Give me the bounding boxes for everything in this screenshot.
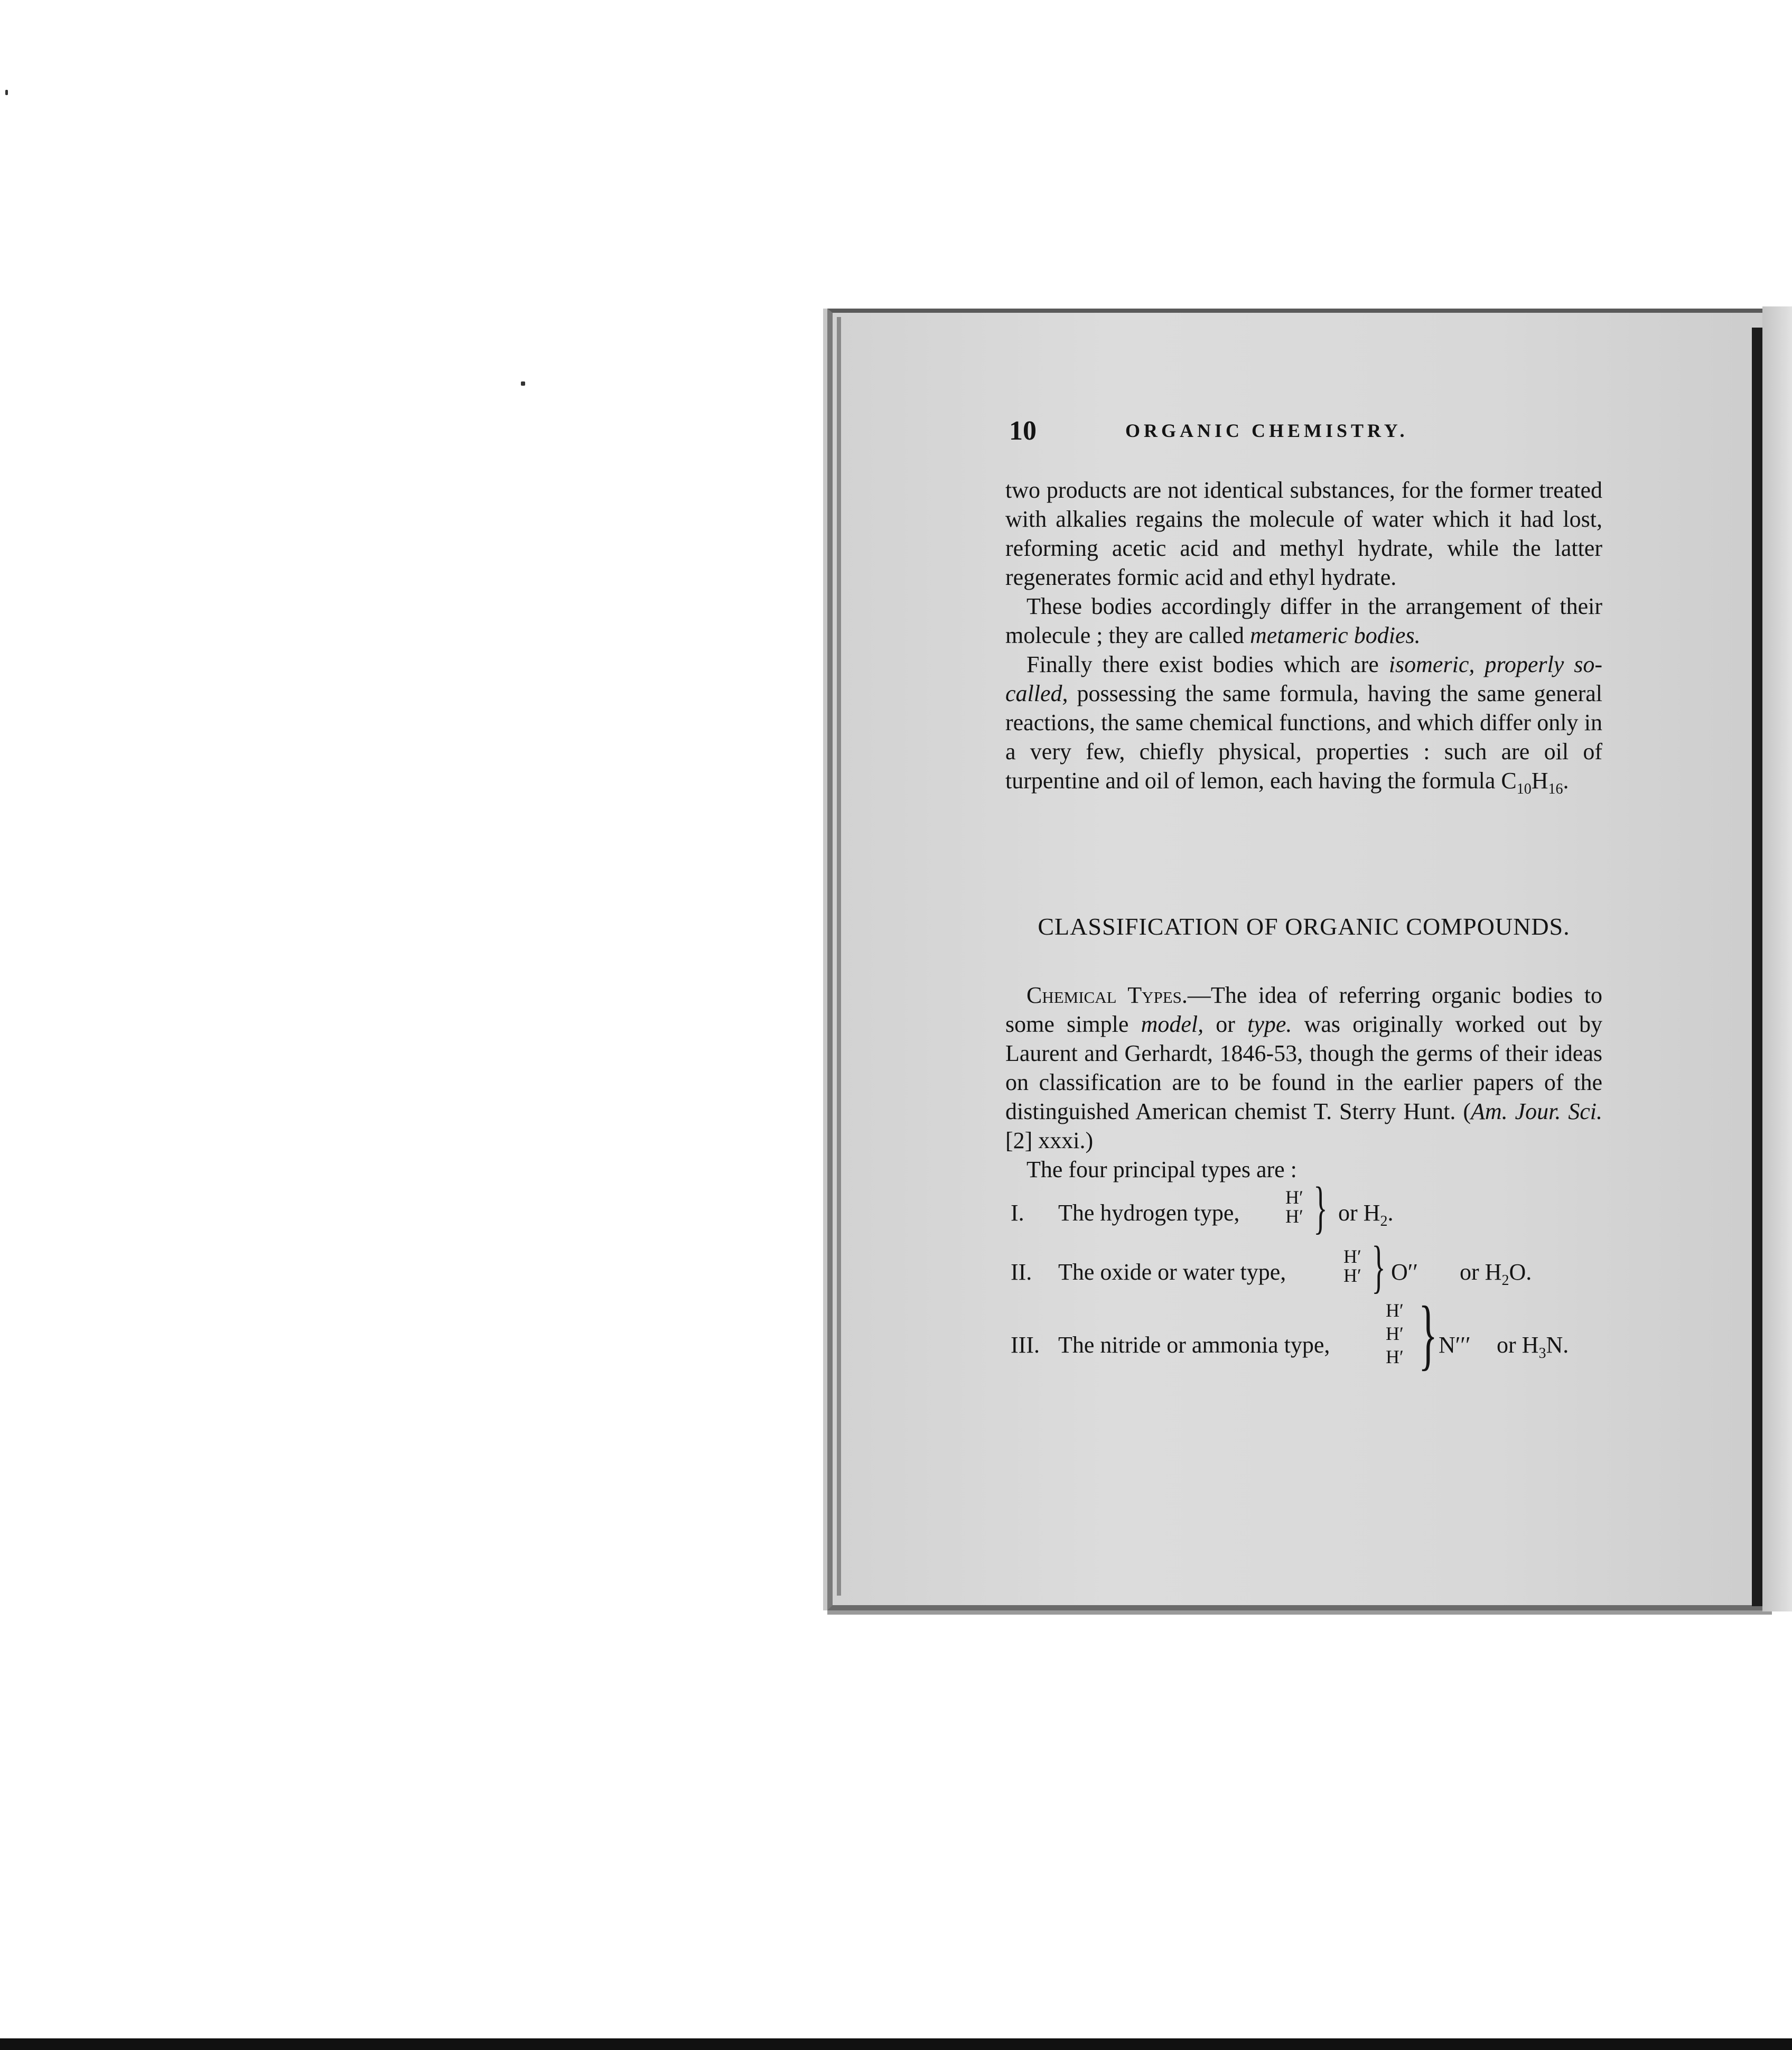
body-text xyxy=(1005,476,1602,804)
type-numeral: I. xyxy=(1011,1200,1024,1226)
type-item xyxy=(1005,1290,1602,1395)
suffix-sub: 3 xyxy=(1538,1345,1546,1362)
paragraph-4-text-c: was originally worked out by Laurent and Gerhardt, 1846-53, though the germs of their ideas on classification are to be found in the earlier papers of the distinguished American chemist T. Sterry Hunt. ( xyxy=(1005,1011,1602,1124)
brace-glyph: } xyxy=(1313,1175,1328,1240)
formula-subscript-c: 10 xyxy=(1516,780,1532,797)
suffix-pre: or H xyxy=(1338,1200,1380,1226)
paragraph-4-text-d: [2] xxxi.) xyxy=(1005,1128,1094,1153)
paragraph-4-text-a: —The idea of referring organic bodies to some simple xyxy=(1005,982,1602,1037)
paragraph-2-emphasis: metameric bodies. xyxy=(1250,622,1421,648)
type-label: The hydrogen type, xyxy=(1058,1200,1240,1226)
atom-top: H′ xyxy=(1285,1187,1303,1208)
paragraph-3-emphasis: isomeric, properly so-called, xyxy=(1005,651,1603,706)
paragraph-2-text: These bodies accordingly differ in the arrangement of their molecule ; they are called xyxy=(1005,593,1602,648)
paragraph-3-end: . xyxy=(1563,768,1569,794)
scan-speck xyxy=(5,90,8,95)
paragraph-2 xyxy=(1005,592,1602,650)
brace-glyph: } xyxy=(1371,1234,1386,1299)
paragraph-3-rest: possessing the same formula, having the same general reactions, the same chemical functions, and which differ only in a very few, chiefly physical, properties : such are oil of turpentine and oil of lemon, each having the formula C xyxy=(1005,681,1602,794)
paragraph-5: The four principal types are : xyxy=(1026,1157,1297,1182)
type-suffix xyxy=(1497,1331,1569,1362)
suffix-sub: 2 xyxy=(1380,1213,1388,1229)
atom-middle: H′ xyxy=(1386,1323,1404,1344)
atom-bottom: H′ xyxy=(1343,1265,1361,1286)
paragraph-4-citation: Am. Jour. Sci. xyxy=(1471,1098,1602,1124)
paragraph-4-emphasis-type: type. xyxy=(1247,1011,1292,1037)
paragraph-4 xyxy=(1005,981,1602,1155)
atom-bottom: H′ xyxy=(1386,1346,1404,1367)
atom-top: H′ xyxy=(1386,1300,1404,1321)
type-center: O′′ xyxy=(1391,1259,1418,1285)
section-body xyxy=(1005,981,1602,1184)
type-numeral: III. xyxy=(1011,1332,1040,1358)
formula-h: H xyxy=(1531,768,1548,794)
scan-border xyxy=(0,2038,1792,2050)
suffix-post: N. xyxy=(1546,1332,1569,1358)
atom-stack xyxy=(1386,1299,1404,1368)
paragraph-4-emphasis-model: model, xyxy=(1141,1011,1204,1037)
paragraph-4-lead: Chemical Types. xyxy=(1026,982,1188,1008)
suffix-pre: or H xyxy=(1497,1332,1539,1358)
suffix-post: . xyxy=(1387,1200,1394,1226)
section-heading: CLASSIFICATION OF ORGANIC COMPOUNDS. xyxy=(1038,913,1570,940)
paragraph-1: two products are not identical substances, for the former treated with alkalies regains the molecule of water which it had lost, reforming acetic acid and methyl hydrate, while the latter regenerates formic acid and ethyl hydrate. xyxy=(1005,477,1602,590)
paragraph-3 xyxy=(1005,650,1602,804)
page-number: 10 xyxy=(1009,416,1037,446)
suffix-post: O. xyxy=(1509,1259,1532,1285)
page-header xyxy=(1009,415,1606,446)
brace-glyph: } xyxy=(1418,1290,1438,1378)
gutter-shadow xyxy=(1752,328,1762,1606)
scan-speck xyxy=(521,381,525,386)
type-item xyxy=(1005,1234,1602,1322)
type-label: The nitride or ammonia type, xyxy=(1058,1332,1330,1358)
atom-top: H′ xyxy=(1343,1246,1361,1267)
running-head: ORGANIC CHEMISTRY. xyxy=(1125,420,1408,441)
suffix-sub: 2 xyxy=(1501,1272,1509,1289)
facing-page-edge xyxy=(1762,306,1792,1611)
paragraph-3-text: Finally there exist bodies which are xyxy=(1026,651,1389,677)
atom-stack xyxy=(1343,1247,1361,1285)
type-suffix xyxy=(1338,1199,1393,1230)
type-numeral: II. xyxy=(1011,1259,1032,1285)
type-suffix xyxy=(1460,1259,1532,1289)
atom-bottom: H′ xyxy=(1285,1206,1303,1227)
paragraph-4-text-b: or xyxy=(1203,1011,1248,1037)
type-center: N′′′ xyxy=(1439,1332,1471,1358)
type-item xyxy=(1005,1175,1602,1263)
formula-subscript-h: 16 xyxy=(1548,780,1563,797)
page-edge xyxy=(837,317,841,1596)
suffix-pre: or H xyxy=(1460,1259,1502,1285)
type-label: The oxide or water type, xyxy=(1058,1259,1286,1285)
atom-stack xyxy=(1285,1188,1303,1226)
